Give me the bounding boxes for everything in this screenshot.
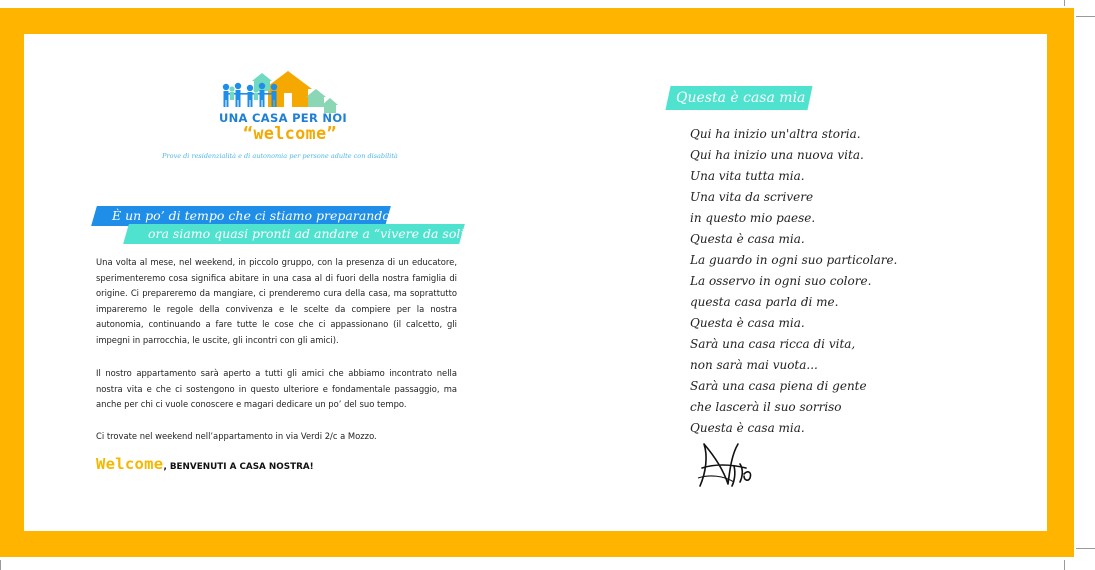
poem-line: che lascerà il suo sorriso xyxy=(690,400,842,414)
handwritten-signature xyxy=(694,438,756,490)
logo-welcome: “welcome” xyxy=(243,124,337,143)
body-paragraph: Il nostro appartamento sarà aperto a tutti gli amici che abbiamo incontrato nella nostra vita e che ci sostengono in questo ulteriore e fondamentale passaggio, ma anche per chi ci vuole conoscere e magari dedicare un po’ del suo tempo. xyxy=(96,368,457,410)
poem xyxy=(690,124,897,439)
poem-line: non sarà mai vuota... xyxy=(690,358,818,372)
poem-line: questa casa parla di me. xyxy=(690,295,839,309)
crop-mark xyxy=(1076,548,1095,549)
welcome-line xyxy=(96,454,314,473)
welcome-word: Welcome xyxy=(96,455,164,473)
poem-line: Questa è casa mia. xyxy=(690,421,805,435)
heading-line-2: ora siamo quasi pronti ad andare a “vivere da soli” xyxy=(148,226,471,241)
poem-line: La osservo in ogni suo colore. xyxy=(690,274,872,288)
logo-title: UNA CASA PER NOI xyxy=(218,111,347,125)
poem-line: La guardo in ogni suo particolare. xyxy=(690,253,898,267)
poem-line: Questa è casa mia. xyxy=(690,316,805,330)
poem-line: Qui ha inizio una nuova vita. xyxy=(690,148,864,162)
logo-subtitle: Prove di residenzialità e di autonomia per persone adulte con disabilità xyxy=(162,152,398,160)
crop-mark xyxy=(1064,0,1065,6)
poem-line: Sarà una casa ricca di vita, xyxy=(690,337,856,351)
poem-title: Questa è casa mia xyxy=(676,90,806,106)
poem-line: Una vita da scrivere xyxy=(690,190,814,204)
poem-line: Questa è casa mia. xyxy=(690,232,805,246)
poem-line: Sarà una casa piena di gente xyxy=(690,379,867,393)
address-paragraph: Ci trovate nel weekend nell’appartamento in via Verdi 2/c a Mozzo. xyxy=(96,431,377,441)
body-paragraph: Una volta al mese, nel weekend, in piccolo gruppo, con la presenza di un educatore, sperimenteremo cosa significa abitare in una casa al di fuori della nostra famiglia di origine. Ci prepareremo da mangiare, ci prenderemo cura della casa, ma soprattutto impareremo le regole della convivenza e le scelte da compiere per la nostra autonomia, continuando a fare tutte le cose che ci appassionano (il calcetto, gli impegni in parrocchia, le uscite, gli incontri con gli amici). xyxy=(96,257,457,345)
welcome-tagline: , BENVENUTI A CASA NOSTRA! xyxy=(163,462,314,472)
crop-mark xyxy=(1064,560,1065,570)
poem-line: Qui ha inizio un'altra storia. xyxy=(690,127,861,141)
crop-mark xyxy=(1076,16,1095,17)
heading-line-1: È un po’ di tempo che ci stiamo preparando... xyxy=(112,208,402,223)
poem-line: Una vita tutta mia. xyxy=(690,169,805,183)
poem-line: in questo mio paese. xyxy=(690,211,816,225)
crop-mark xyxy=(0,560,1,570)
